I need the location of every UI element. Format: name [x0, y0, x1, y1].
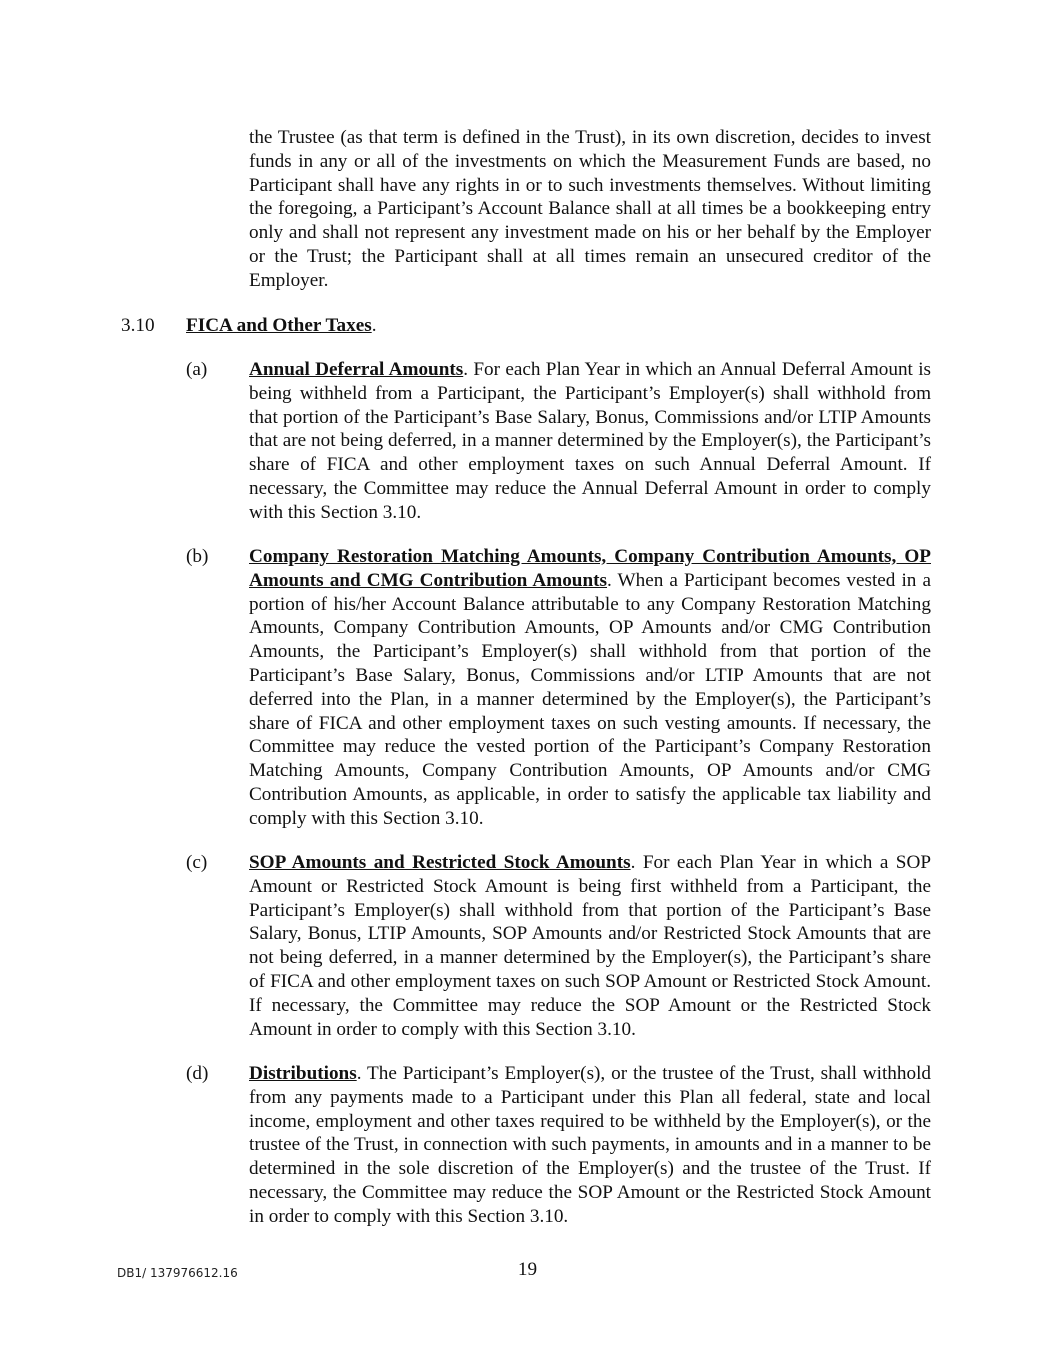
- item-d-label: (d): [186, 1063, 209, 1084]
- item-b-paragraph: [249, 545, 931, 831]
- item-c-body: . For each Plan Year in which a SOP Amount or Restricted Stock Amount is being first withheld from a Participant, the Participant’s Employer(s) shall withhold from that portion of the Participant’s Base Salary, Bonus, LTIP Amounts, SOP Amounts and/or Restricted Stock Amounts that are not being deferred, in a manner determined by the Employer(s), the Participant’s share of FICA and other employment taxes on such SOP Amount or Restricted Stock Amount. If necessary, the Committee may reduce the SOP Amount or the Restricted Stock Amount in order to comply with this Section 3.10.: [249, 852, 931, 1040]
- section-heading: [186, 314, 377, 338]
- footer-document-id: DB1/ 137976612.16: [117, 1266, 238, 1280]
- section-number: 3.10: [121, 315, 155, 336]
- item-c-heading: SOP Amounts and Restricted Stock Amounts: [249, 852, 631, 873]
- item-d-paragraph: [249, 1062, 931, 1229]
- item-a-body: . For each Plan Year in which an Annual Deferral Amount is being withheld from a Participant, the Participant’s Employer(s) shall withhold from that portion of the Participant’s Base Salary, Bonus, Commissions and/or LTIP Amounts that are not being deferred, in a manner determined by the Employer(s), the Participant’s share of FICA and other employment taxes on such Annual Deferral Amount. If necessary, the Committee may reduce the Annual Deferral Amount in order to comply with this Section 3.10.: [249, 359, 931, 523]
- item-a-paragraph: [249, 358, 931, 525]
- section-title: FICA and Other Taxes: [186, 315, 372, 336]
- item-b-body: . When a Participant becomes vested in a portion of his/her Account Balance attributable to any Company Restoration Matching Amounts, Company Contribution Amounts, OP Amounts and/or CMG Contribution Amounts, the Participant’s Employer(s) shall withhold from that portion of the Participant’s Base Salary, Bonus, Commissions and/or LTIP Amounts that are not deferred into the Plan, in a manner determined by the Employer(s), the Participant’s share of FICA and other employment taxes on such vesting amounts. If necessary, the Committee may reduce the vested portion of the Participant’s Company Restoration Matching Amounts, Company Contribution Amounts, OP Amounts and/or CMG Contribution Amounts, as applicable, in order to satisfy the applicable tax liability and comply with this Section 3.10.: [249, 569, 931, 829]
- item-a-heading: Annual Deferral Amounts: [249, 359, 464, 380]
- page-number: 19: [517, 1259, 538, 1280]
- item-b-label: (b): [186, 546, 209, 567]
- item-d-body: . The Participant’s Employer(s), or the trustee of the Trust, shall withhold from any payments made to a Participant under this Plan all federal, state and local income, employment and other taxes required to be withheld by the Employer(s), or the trustee of the Trust, in connection with such payments, in amounts and in a manner to be determined in the sole discretion of the Employer(s) and the trustee of the Trust. If necessary, the Committee may reduce the SOP Amount or the Restricted Stock Amount in order to comply with this Section 3.10.: [249, 1063, 931, 1227]
- item-c-label: (c): [186, 852, 208, 873]
- section-title-suffix: .: [371, 315, 377, 336]
- item-b-heading: Company Restoration Matching Amounts, Company Contribution Amounts, OP Amounts and CMG Contribution Amounts: [249, 546, 931, 591]
- item-c-paragraph: [249, 851, 931, 1041]
- item-d-heading: Distributions: [249, 1063, 357, 1084]
- intro-paragraph: the Trustee (as that term is defined in the Trust), in its own discretion, decides to invest funds in any or all of the investments on which the Measurement Funds are based, no Participant shall have any rights in or to such investments themselves. Without limiting the foregoing, a Participant’s Account Balance shall at all times be a bookkeeping entry only and shall not represent any investment made on his or her behalf by the Employer or the Trust; the Participant shall at all times remain an unsecured creditor of the Employer.: [249, 127, 931, 291]
- item-a-label: (a): [186, 359, 208, 380]
